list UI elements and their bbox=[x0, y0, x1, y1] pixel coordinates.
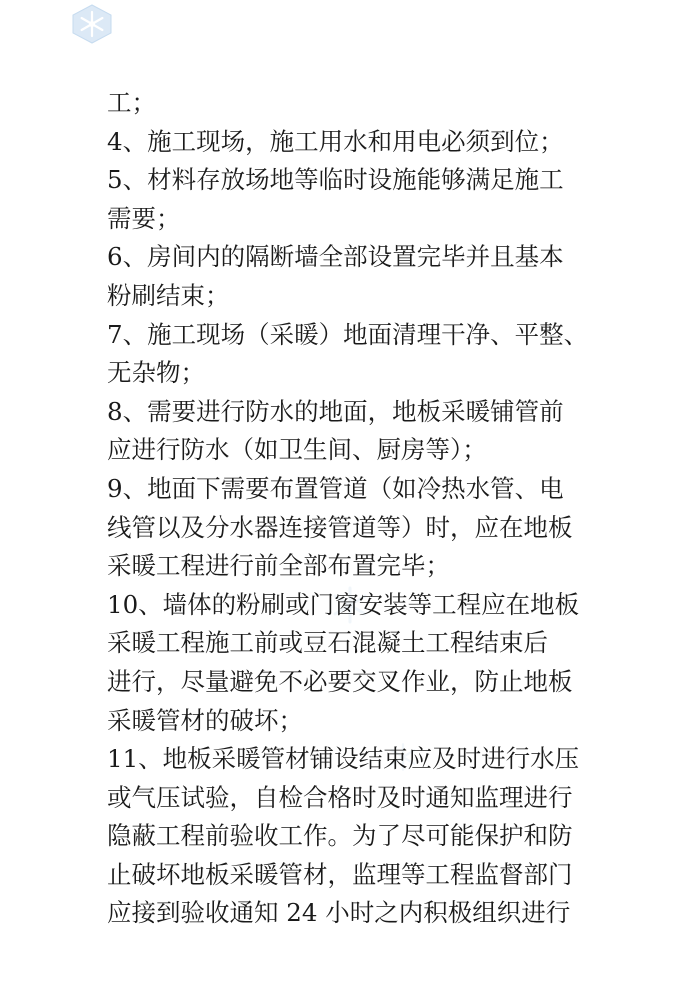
text-line: 隐蔽工程前验收工作。为了尽可能保护和防 bbox=[107, 821, 573, 851]
list-item-11: 11、地板采暖管材铺设结束应及时进行水压 bbox=[107, 744, 580, 774]
text-line: 或气压试验，自检合格时及时通知监理进行 bbox=[107, 782, 573, 812]
text-line: 采暖管材的破坏； bbox=[107, 705, 303, 735]
text-line: 进行，尽量避免不必要交叉作业，防止地板 bbox=[107, 666, 573, 696]
text-line: 工； bbox=[107, 88, 156, 117]
text-line: 采暖工程进行前全部布置完毕； bbox=[107, 551, 450, 581]
text-line: 无杂物； bbox=[107, 358, 205, 388]
list-item-7: 7、施工现场（采暖）地面清理干净、平整、 bbox=[107, 319, 589, 349]
snowflake-seal-icon bbox=[70, 4, 114, 44]
list-item-6: 6、房间内的隔断墙全部设置完毕并且基本 bbox=[107, 242, 564, 272]
text-line: 线管以及分水器连接管道等）时，应在地板 bbox=[107, 512, 573, 542]
list-item-9: 9、地面下需要布置管道（如冷热水管、电 bbox=[107, 473, 564, 503]
list-item-10: 10、墙体的粉刷或门窗安装等工程应在地板 bbox=[107, 589, 580, 619]
text-line: 需要； bbox=[107, 203, 181, 233]
document-body bbox=[107, 84, 607, 933]
list-item-8: 8、需要进行防水的地面，地板采暖铺管前 bbox=[107, 396, 564, 426]
text-line: 应接到验收通知 24 小时之内积极组织进行 bbox=[107, 898, 571, 928]
text-line: 止破坏地板采暖管材，监理等工程监督部门 bbox=[107, 859, 573, 889]
list-item-4: 4、施工现场，施工用水和用电必须到位； bbox=[107, 126, 564, 156]
list-item-5: 5、材料存放场地等临时设施能够满足施工 bbox=[107, 165, 564, 195]
text-line: 采暖工程施工前或豆石混凝土工程结束后 bbox=[107, 628, 548, 658]
text-line: 粉刷结束； bbox=[107, 280, 230, 310]
text-line: 应进行防水（如卫生间、厨房等）； bbox=[107, 435, 487, 465]
